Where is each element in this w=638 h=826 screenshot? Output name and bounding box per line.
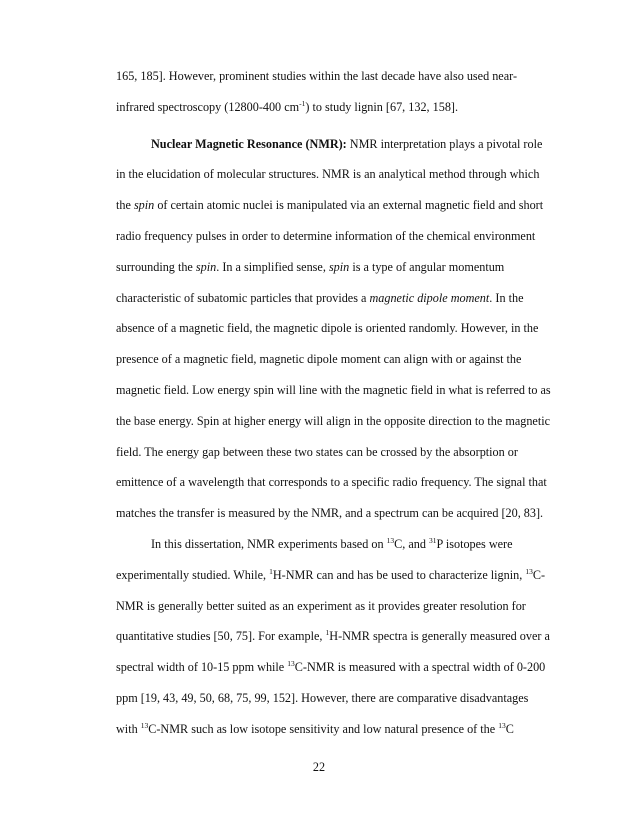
page-number: 22 [312,760,326,774]
text-line-22 [116,722,514,737]
text-segment: . In the [489,291,524,305]
text-segment: field. The energy gap between these two states can be crossed by the absorption or [116,445,518,459]
italic-term: magnetic dipole moment [369,291,490,305]
text-segment: quantitative studies [50, 75]. For example, [116,629,326,643]
text-line-20 [116,660,545,675]
text-segment: ) to study lignin [67, 132, 158]. [305,100,459,114]
superscript: 31 [428,536,437,545]
text-segment: experimentally studied. While, [116,568,270,582]
text-line-16 [151,537,513,552]
text-line-14 [116,475,547,490]
text-segment: absence of a magnetic field, the magnetic dipole is oriented randomly. However, in the [116,321,539,335]
superscript: 13 [140,721,149,730]
italic-term: spin [133,198,155,212]
text-segment: radio frequency pulses in order to determine information of the chemical environment [116,229,536,243]
superscript: -1 [299,99,306,108]
text-line-1 [116,69,517,84]
text-segment: with [116,722,141,736]
text-segment: C-NMR is measured with a spectral width of 0-200 [294,660,546,674]
text-segment: surrounding the [116,260,196,274]
superscript: 13 [525,567,533,576]
text-line-4 [116,167,539,182]
text-segment: C, and [394,537,429,551]
italic-term: spin [195,260,217,274]
text-line-13 [116,445,518,460]
text-line-9 [116,321,538,336]
text-segment: NMR is generally better suited as an experiment as it provides greater resolution for [116,599,526,613]
text-segment: infrared spectroscopy (12800-400 cm [116,100,300,114]
text-line-5 [116,198,543,213]
superscript: 1 [325,628,330,637]
text-segment: ppm [19, 43, 49, 50, 68, 75, 99, 152]. However, there are comparative disadvantages [116,691,529,705]
text-segment: 165, 185]. However, prominent studies within the last decade have also used near- [116,69,518,83]
text-segment: magnetic field. Low energy spin will line with the magnetic field in what is referred to as [116,383,551,397]
italic-term: spin [328,260,350,274]
section-heading-nmr: Nuclear Magnetic Resonance (NMR): [151,137,347,151]
text-segment: characteristic of subatomic particles that provides a [116,291,370,305]
text-segment: C [505,722,514,736]
text-segment: . In a simplified sense, [216,260,329,274]
superscript: 13 [498,721,506,730]
text-line-7 [116,260,504,275]
text-segment: of certain atomic nuclei is manipulated via an external magnetic field and short [154,198,544,212]
text-segment: C-NMR such as low isotope sensitivity and low natural presence of the [148,722,499,736]
text-line-18 [116,599,526,614]
section-heading-line [151,137,542,152]
superscript: 1 [269,567,273,576]
text-segment: is a type of angular momentum [349,260,505,274]
superscript: 13 [386,536,395,545]
text-line-12 [116,414,550,429]
text-line-17 [116,568,545,583]
text-segment: NMR interpretation plays a pivotal role [346,137,543,151]
text-line-6 [116,229,535,244]
text-segment: emittence of a wavelength that corresponds to a specific radio frequency. The signal that [116,475,547,489]
text-line-10 [116,352,521,367]
text-segment: C- [532,568,545,582]
text-segment: H-NMR spectra is generally measured over a [329,629,550,643]
text-segment: spectral width of 10-15 ppm while [116,660,288,674]
text-line-8 [116,291,523,306]
text-line-19 [116,629,550,644]
text-line-15 [116,506,543,521]
text-line-2 [116,100,458,115]
text-segment: H-NMR can and has be used to characterize lignin, [272,568,526,582]
text-line-21 [116,691,528,706]
text-segment: in the elucidation of molecular structures. NMR is an analytical method through which [116,167,540,181]
text-segment: presence of a magnetic field, magnetic dipole moment can align with or against the [116,352,522,366]
text-line-11 [116,383,551,398]
text-segment: In this dissertation, NMR experiments based on [151,537,387,551]
text-segment: matches the transfer is measured by the NMR, and a spectrum can be acquired [20, 83]. [116,506,544,520]
text-segment: P isotopes were [436,537,513,551]
text-segment: the base energy. Spin at higher energy will align in the opposite direction to the magnetic [116,414,551,428]
text-segment: the [116,198,134,212]
superscript: 13 [287,659,295,668]
